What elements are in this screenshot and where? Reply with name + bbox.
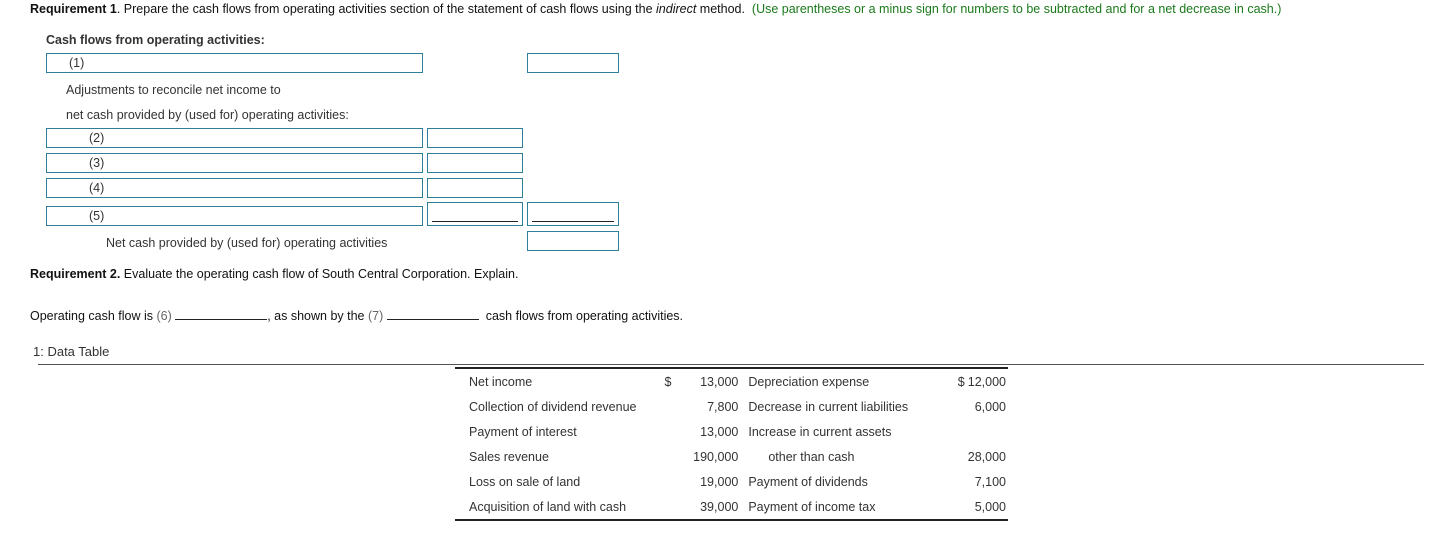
table-left-currency <box>664 419 674 444</box>
section-title: Cash flows from operating activities: <box>46 33 265 47</box>
table-right-currency <box>958 494 968 520</box>
requirement-1-italic: indirect <box>656 2 697 16</box>
line-5-description-input[interactable] <box>46 206 423 226</box>
adjustments-label-1: Adjustments to reconcile net income to <box>66 83 281 97</box>
net-cash-label: Net cash provided by (used for) operating activities <box>106 236 388 250</box>
table-left-currency <box>664 394 674 419</box>
table-right-currency <box>958 419 968 444</box>
table-left-label: Net income <box>469 374 533 389</box>
requirement-1-body: . Prepare the cash flows from operating activities section of the statement of cash flows using the <box>116 2 657 16</box>
line-5-label: (5) <box>89 209 105 223</box>
requirement-1-instruction: (Use parentheses or a minus sign for numbers to be subtracted and for a net decrease in cash.) <box>751 2 1282 16</box>
table-right-label: Depreciation expense <box>748 374 870 389</box>
line-1-label: (1) <box>69 56 85 70</box>
table-left-label: Collection of dividend revenue <box>469 399 637 414</box>
table-left-currency <box>664 444 674 469</box>
blank-7-dropdown[interactable] <box>387 309 479 320</box>
sentence-part-3: cash flows from operating activities. <box>485 309 684 323</box>
table-left-value: 7,800 <box>707 399 739 414</box>
table-right-currency: $ <box>957 374 965 389</box>
line-1-amount-input[interactable] <box>527 53 619 73</box>
table-row <box>455 394 1008 419</box>
table-right-value: 7,100 <box>974 474 1006 489</box>
data-table-title: 1: Data Table <box>33 344 110 359</box>
blank-6-dropdown[interactable] <box>175 309 267 320</box>
evaluation-sentence <box>30 309 683 323</box>
blank-6-label: (6) <box>156 309 172 323</box>
table-right-value: 28,000 <box>967 449 1006 464</box>
table-right-currency <box>958 444 968 469</box>
table-left-currency: $ <box>664 374 672 389</box>
adjustments-total-input[interactable] <box>527 202 619 226</box>
table-left-value: 190,000 <box>693 449 739 464</box>
table-left-label: Loss on sale of land <box>469 474 581 489</box>
table-right-value: 6,000 <box>974 399 1006 414</box>
table-left-value: 13,000 <box>700 424 739 439</box>
line-4-label: (4) <box>89 181 105 195</box>
table-right-label: Payment of dividends <box>748 474 868 489</box>
requirement-2-label: Requirement 2. <box>30 267 121 281</box>
requirement-2-body: Evaluate the operating cash flow of South Central Corporation. Explain. <box>120 267 519 281</box>
table-right-value <box>968 419 1008 444</box>
table-row <box>455 444 1008 469</box>
line-2-description-input[interactable] <box>46 128 423 148</box>
line-5-amount-input[interactable] <box>427 202 523 226</box>
sentence-part-1: Operating cash flow is <box>30 309 153 323</box>
table-left-value: 19,000 <box>700 474 739 489</box>
data-table-divider <box>38 364 1424 365</box>
table-right-value: 5,000 <box>974 499 1006 514</box>
table-row <box>455 469 1008 494</box>
sentence-part-2: , as shown by the <box>267 309 365 323</box>
table-left-currency <box>664 494 674 520</box>
adjustments-label-2: net cash provided by (used for) operating activities: <box>66 108 349 122</box>
table-right-label: other than cash <box>768 449 855 464</box>
table-left-label: Acquisition of land with cash <box>469 499 627 514</box>
line-3-amount-input[interactable] <box>427 153 523 173</box>
requirement-1-label: Requirement 1 <box>30 2 117 16</box>
line-3-description-input[interactable] <box>46 153 423 173</box>
table-left-value: 13,000 <box>700 374 739 389</box>
table-right-currency <box>958 394 968 419</box>
table-right-value: 12,000 <box>967 374 1006 389</box>
table-row <box>455 494 1008 520</box>
line-3-label: (3) <box>89 156 105 170</box>
table-left-value: 39,000 <box>700 499 739 514</box>
table-right-label: Payment of income tax <box>748 499 876 514</box>
requirement-1-text <box>30 2 1281 16</box>
line-2-amount-input[interactable] <box>427 128 523 148</box>
data-table <box>455 367 1008 521</box>
line-2-label: (2) <box>89 131 105 145</box>
table-row <box>455 368 1008 394</box>
requirement-2-text <box>30 267 518 281</box>
net-cash-amount-input[interactable] <box>527 231 619 251</box>
table-right-label: Decrease in current liabilities <box>748 399 909 414</box>
blank-7-label: (7) <box>368 309 384 323</box>
table-row <box>455 419 1008 444</box>
table-left-currency <box>664 469 674 494</box>
table-left-label: Sales revenue <box>469 449 549 464</box>
requirement-1-body-end: method. <box>696 2 745 16</box>
table-right-currency <box>958 469 968 494</box>
line-4-amount-input[interactable] <box>427 178 523 198</box>
line-1-description-input[interactable] <box>46 53 423 73</box>
table-right-label: Increase in current assets <box>748 424 892 439</box>
table-left-label: Payment of interest <box>469 424 577 439</box>
line-4-description-input[interactable] <box>46 178 423 198</box>
